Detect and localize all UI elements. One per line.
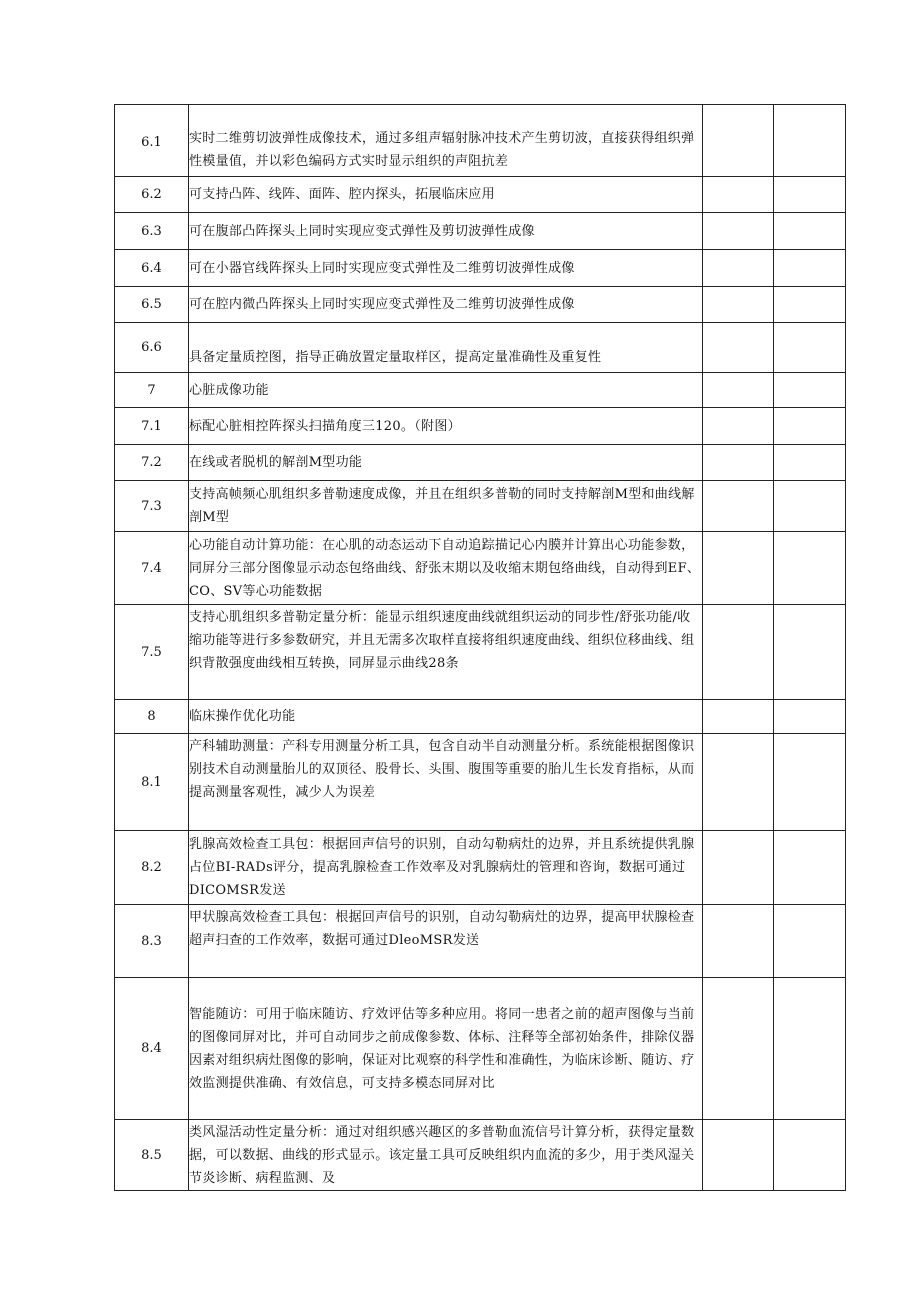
item-description: 在线或者脱机的解剖M型功能 [189, 445, 703, 481]
table-row [115, 605, 846, 700]
blank-cell [703, 605, 774, 700]
blank-cell [774, 1120, 846, 1191]
table-row [115, 177, 846, 213]
item-number: 7 [115, 373, 189, 408]
item-number: 7.5 [115, 605, 189, 700]
item-description: 乳腺高效检查工具包：根据回声信号的识别，自动勾勒病灶的边界，并且系统提供乳腺占位BI-RADs评分，提高乳腺检查工作效率及对乳腺病灶的管理和咨询，数据可通过DICOMSR发送 [189, 831, 703, 905]
item-number: 7.4 [115, 532, 189, 605]
blank-cell [774, 323, 846, 373]
table-row [115, 287, 846, 323]
table-row [115, 481, 846, 532]
blank-cell [774, 445, 846, 481]
item-description: 临床操作优化功能 [189, 700, 703, 734]
blank-cell [703, 532, 774, 605]
item-description: 实时二维剪切波弹性成像技术，通过多组声辐射脉冲技术产生剪切波，直接获得组织弹性模量值，并以彩色编码方式实时显示组织的声阻抗差 [189, 105, 703, 177]
blank-cell [774, 481, 846, 532]
table-row [115, 1120, 846, 1191]
item-description: 心功能自动计算功能：在心肌的动态运动下自动追踪描记心内膜并计算出心功能参数，同屏分三部分图像显示动态包络曲线、舒张末期以及收缩末期包络曲线，自动得到EF、CO、SV等心功能数据 [189, 532, 703, 605]
blank-cell [703, 445, 774, 481]
blank-cell [703, 978, 774, 1120]
item-number: 8.5 [115, 1120, 189, 1191]
item-number: 7.2 [115, 445, 189, 481]
item-description: 可在腔内微凸阵探头上同时实现应变式弹性及二维剪切波弹性成像 [189, 287, 703, 323]
table-row [115, 734, 846, 831]
item-description: 支持高帧频心肌组织多普勒速度成像，并且在组织多普勒的同时支持解剖M型和曲线解剖M型 [189, 481, 703, 532]
item-description: 支持心肌组织多普勒定量分析：能显示组织速度曲线就组织运动的同步性/舒张功能/收缩功能等进行多参数研究，并且无需多次取样直接将组织速度曲线、组织位移曲线、组织背散强度曲线相互转换，同屏显示曲线28条 [189, 605, 703, 700]
blank-cell [703, 105, 774, 177]
spec-table [114, 104, 846, 1191]
table-row [115, 373, 846, 408]
item-number: 8.3 [115, 905, 189, 978]
blank-cell [703, 831, 774, 905]
item-description: 甲状腺高效检查工具包：根据回声信号的识别，自动勾勒病灶的边界，提高甲状腺检查超声扫查的工作效率，数据可通过DleoMSR发送 [189, 905, 703, 978]
blank-cell [774, 734, 846, 831]
blank-cell [703, 905, 774, 978]
table-row [115, 105, 846, 177]
blank-cell [774, 177, 846, 213]
item-description: 可在腹部凸阵探头上同时实现应变式弹性及剪切波弹性成像 [189, 213, 703, 250]
item-number: 6.4 [115, 250, 189, 287]
blank-cell [774, 700, 846, 734]
table-row [115, 323, 846, 373]
item-description: 心脏成像功能 [189, 373, 703, 408]
blank-cell [774, 287, 846, 323]
item-description: 产科辅助测量：产科专用测量分析工具，包含自动半自动测量分析。系统能根据图像识别技术自动测量胎儿的双顶径、股骨长、头围、腹围等重要的胎儿生长发育指标，从而提高测量客观性，减少人为误差 [189, 734, 703, 831]
item-description: 具备定量质控图，指导正确放置定量取样区，提高定量准确性及重复性 [189, 323, 703, 373]
blank-cell [774, 250, 846, 287]
table-row [115, 250, 846, 287]
item-number: 8.4 [115, 978, 189, 1120]
blank-cell [774, 831, 846, 905]
blank-cell [703, 177, 774, 213]
item-number: 7.3 [115, 481, 189, 532]
blank-cell [774, 408, 846, 445]
table-row [115, 445, 846, 481]
blank-cell [703, 373, 774, 408]
blank-cell [703, 700, 774, 734]
item-number: 7.1 [115, 408, 189, 445]
blank-cell [703, 323, 774, 373]
table-row [115, 978, 846, 1120]
blank-cell [703, 250, 774, 287]
table-row [115, 831, 846, 905]
item-number: 8 [115, 700, 189, 734]
blank-cell [774, 605, 846, 700]
item-description: 智能随访：可用于临床随访、疗效评估等多种应用。将同一患者之前的超声图像与当前的图像同屏对比，并可自动同步之前成像参数、体标、注释等全部初始条件，排除仪器因素对组织病灶图像的影响，保证对比观察的科学性和准确性，为临床诊断、随访、疗效监测提供准确、有效信息，可支持多模态同屏对比 [189, 978, 703, 1120]
blank-cell [703, 287, 774, 323]
table-row [115, 408, 846, 445]
item-description: 标配心脏相控阵探头扫描角度三120。（附图） [189, 408, 703, 445]
blank-cell [774, 532, 846, 605]
item-description: 可支持凸阵、线阵、面阵、腔内探头，拓展临床应用 [189, 177, 703, 213]
table-row [115, 905, 846, 978]
blank-cell [774, 373, 846, 408]
item-number: 6.5 [115, 287, 189, 323]
blank-cell [703, 481, 774, 532]
table-row [115, 532, 846, 605]
blank-cell [703, 408, 774, 445]
blank-cell [703, 213, 774, 250]
item-number: 6.1 [115, 105, 189, 177]
item-description: 可在小器官线阵探头上同时实现应变式弹性及二维剪切波弹性成像 [189, 250, 703, 287]
blank-cell [774, 213, 846, 250]
item-number: 8.2 [115, 831, 189, 905]
item-number: 6.3 [115, 213, 189, 250]
item-description: 类风湿活动性定量分析：通过对组织感兴趣区的多普勒血流信号计算分析，获得定量数据，可以数据、曲线的形式显示。该定量工具可反映组织内血流的多少，用于类风湿关节炎诊断、病程监测、及 [189, 1120, 703, 1191]
blank-cell [703, 1120, 774, 1191]
blank-cell [774, 978, 846, 1120]
table-row [115, 700, 846, 734]
table-row [115, 213, 846, 250]
item-number: 6.2 [115, 177, 189, 213]
item-number: 6.6 [115, 323, 189, 373]
item-number: 8.1 [115, 734, 189, 831]
blank-cell [774, 905, 846, 978]
blank-cell [703, 734, 774, 831]
blank-cell [774, 105, 846, 177]
